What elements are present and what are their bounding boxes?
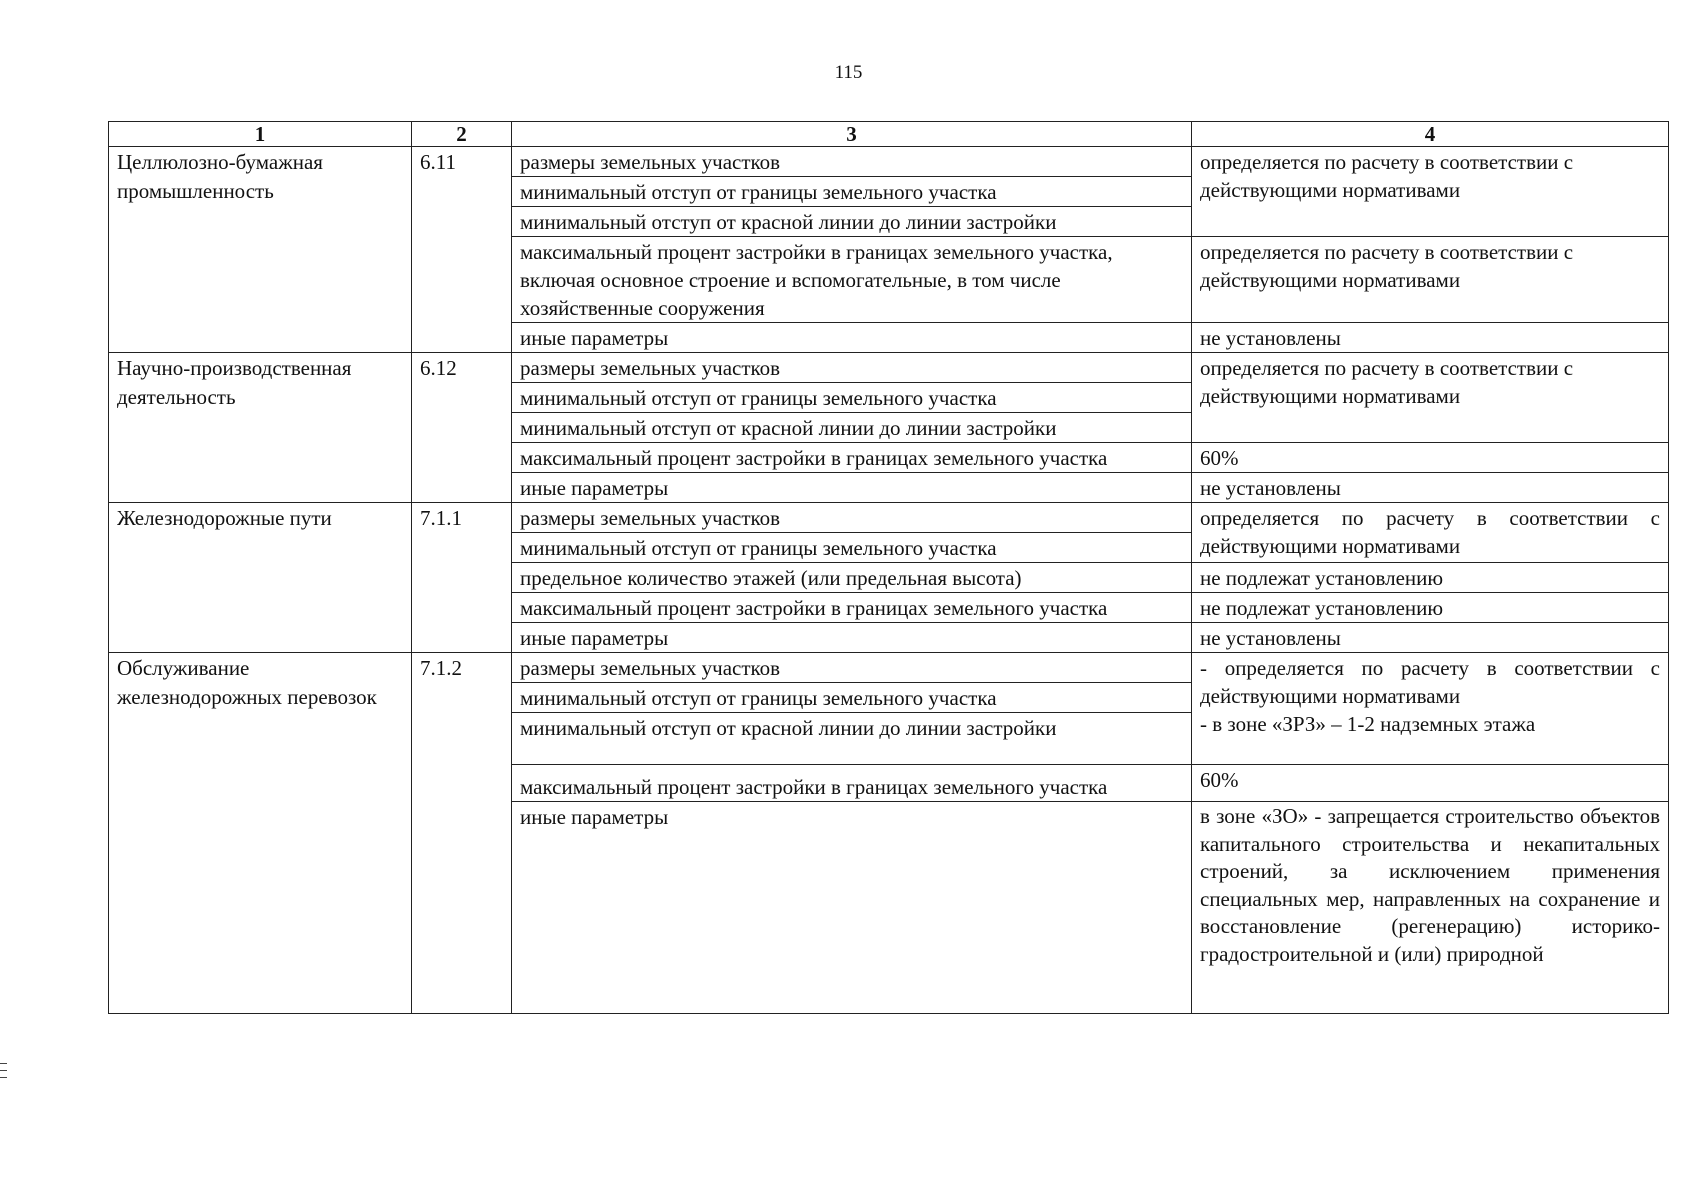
parameter-value: 60% <box>1192 443 1669 473</box>
parameter-name: минимальный отступ от границы земельного участка <box>512 683 1192 713</box>
parameter-name: иные параметры <box>512 473 1192 503</box>
column-header-3: 3 <box>512 122 1192 147</box>
parameter-name: предельное количество этажей (или предельная высота) <box>512 563 1192 593</box>
parameter-name: минимальный отступ от красной линии до линии застройки <box>512 207 1192 237</box>
column-header-2: 2 <box>412 122 512 147</box>
parameter-name: минимальный отступ от красной линии до линии застройки <box>512 413 1192 443</box>
land-use-code: 6.11 <box>412 147 512 353</box>
table-row <box>109 653 1669 683</box>
land-use-code: 7.1.2 <box>412 653 512 1014</box>
table-row <box>109 147 1669 177</box>
land-use-code: 6.12 <box>412 353 512 503</box>
parameter-value: определяется по расчету в соответствии с действующими нормативами <box>1192 237 1669 323</box>
land-use-name: Целлюлозно-бумажная промышленность <box>109 147 412 353</box>
parameter-value <box>1192 653 1669 765</box>
land-use-name: Обслуживание железнодорожных перевозок <box>109 653 412 1014</box>
parameter-name: размеры земельных участков <box>512 147 1192 177</box>
parameter-name: максимальный процент застройки в границах земельного участка <box>512 443 1192 473</box>
column-header-4: 4 <box>1192 122 1669 147</box>
scan-edge-mark <box>0 1070 7 1071</box>
table-header-row <box>109 122 1669 147</box>
land-use-code: 7.1.1 <box>412 503 512 653</box>
parameter-name: иные параметры <box>512 623 1192 653</box>
parameter-value: определяется по расчету в соответствии с действующими нормативами <box>1192 353 1669 443</box>
parameter-name: размеры земельных участков <box>512 353 1192 383</box>
land-use-name: Железнодорожные пути <box>109 503 412 653</box>
value-line-zrz-zone: - в зоне «ЗРЗ» – 1-2 надземных этажа <box>1200 712 1536 736</box>
parameter-value: не установлены <box>1192 473 1669 503</box>
parameter-name: минимальный отступ от красной линии до линии застройки <box>512 713 1192 765</box>
regulations-table <box>108 121 1669 1014</box>
parameter-name: иные параметры <box>512 802 1192 1014</box>
parameter-name: размеры земельных участков <box>512 653 1192 683</box>
parameter-value: не подлежат установлению <box>1192 563 1669 593</box>
parameter-value: в зоне «ЗО» - запрещается строительство объектов капитального строительства и некапитальных строений, за исключением применения специальных мер, направленных на сохранение и восстановление (регенерацию) историко-градостроительной и (или) природной <box>1192 802 1669 1014</box>
parameter-name: минимальный отступ от границы земельного участка <box>512 533 1192 563</box>
column-header-1: 1 <box>109 122 412 147</box>
parameter-name: иные параметры <box>512 323 1192 353</box>
parameter-name: максимальный процент застройки в границах земельного участка, включая основное строение и вспомогательные, в том числе хозяйственные сооружения <box>512 237 1192 323</box>
parameter-name: минимальный отступ от границы земельного участка <box>512 383 1192 413</box>
table-row <box>109 353 1669 383</box>
parameter-name: размеры земельных участков <box>512 503 1192 533</box>
parameter-value: не подлежат установлению <box>1192 593 1669 623</box>
scan-edge-mark <box>0 1063 7 1064</box>
parameter-name: максимальный процент застройки в границах земельного участка <box>512 765 1192 802</box>
page-number: 115 <box>834 62 863 83</box>
parameter-value: не установлены <box>1192 323 1669 353</box>
scan-edge-mark <box>0 1077 7 1078</box>
table-row <box>109 503 1669 533</box>
value-line-calculation: - определяется по расчету в соответствии с действующими нормативами <box>1200 656 1660 708</box>
parameter-value: не установлены <box>1192 623 1669 653</box>
parameter-value: определяется по расчету в соответствии с действующими нормативами <box>1192 147 1669 237</box>
parameter-name: минимальный отступ от границы земельного участка <box>512 177 1192 207</box>
parameter-value: определяется по расчету в соответствии с действующими нормативами <box>1192 503 1669 563</box>
land-use-name: Научно-производственная деятельность <box>109 353 412 503</box>
parameter-name: максимальный процент застройки в границах земельного участка <box>512 593 1192 623</box>
parameter-value: 60% <box>1192 765 1669 802</box>
